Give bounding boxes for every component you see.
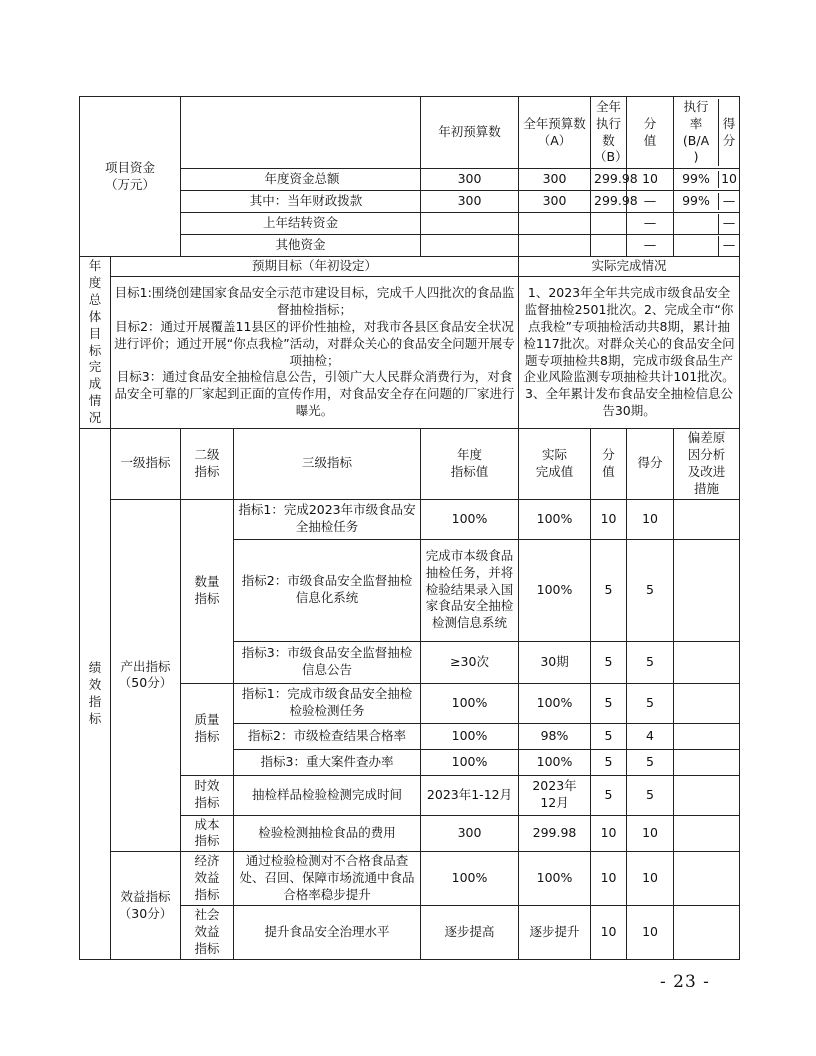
indicator-score-value: 5 bbox=[591, 539, 627, 641]
perf-header-deviation: 偏差原 因分析 及改进 措施 bbox=[674, 429, 740, 500]
funds-row-executed bbox=[591, 235, 627, 257]
output-indicator-label: 产出指标 （50分） bbox=[111, 499, 181, 852]
indicator-actual: 100% bbox=[519, 683, 591, 723]
indicator-score: 5 bbox=[627, 749, 674, 775]
indicator-name: 指标1：完成2023年市级食品安全抽检任务 bbox=[234, 499, 421, 539]
funds-row-annual: 300 bbox=[519, 191, 591, 213]
indicator-deviation bbox=[674, 815, 740, 852]
indicator-target: 2023年1-12月 bbox=[421, 775, 519, 815]
goals-side-label: 年度总体目标完成情况 bbox=[80, 257, 111, 429]
funds-header-initial: 年初预算数 bbox=[421, 97, 519, 169]
funds-row-score-value: — bbox=[627, 235, 674, 257]
funds-header-score-value: 分 值 bbox=[627, 97, 674, 169]
funds-row-annual bbox=[519, 213, 591, 235]
indicator-score: 10 bbox=[627, 852, 674, 906]
indicator-deviation bbox=[674, 906, 740, 960]
social-indicator-label: 社会 效益 指标 bbox=[181, 906, 234, 960]
funds-row-initial bbox=[421, 213, 519, 235]
indicator-score: 10 bbox=[627, 906, 674, 960]
funds-row-annual bbox=[519, 235, 591, 257]
indicator-score: 4 bbox=[627, 723, 674, 749]
indicator-actual: 100% bbox=[519, 539, 591, 641]
indicator-name: 指标2：市级检查结果合格率 bbox=[234, 723, 421, 749]
indicator-deviation bbox=[674, 683, 740, 723]
indicator-actual: 100% bbox=[519, 749, 591, 775]
funds-label: 项目资金 （万元） bbox=[80, 97, 181, 257]
goal-line: 目标1:围绕创建国家食品安全示范市建设目标，完成千人四批次的食品监督抽检指标； bbox=[114, 285, 515, 317]
indicator-score-value: 10 bbox=[591, 499, 627, 539]
indicator-target: 300 bbox=[421, 815, 519, 852]
indicator-target: 100% bbox=[421, 723, 519, 749]
perf-header-target: 年度 指标值 bbox=[421, 429, 519, 500]
indicator-target: ≥30次 bbox=[421, 641, 519, 683]
indicator-target: 100% bbox=[421, 499, 519, 539]
funds-header-blank bbox=[181, 97, 421, 169]
funds-row-name: 上年结转资金 bbox=[181, 213, 421, 235]
indicator-deviation bbox=[674, 539, 740, 641]
funds-row-executed: 299.98 bbox=[591, 191, 627, 213]
page-number: - 23 - bbox=[660, 972, 710, 992]
funds-row-rate: 99% bbox=[674, 171, 719, 188]
benefit-indicator-label: 效益指标 （30分） bbox=[111, 852, 181, 960]
perf-header-score: 得分 bbox=[627, 429, 674, 500]
indicator-deviation bbox=[674, 852, 740, 906]
funds-row-score-value: — bbox=[627, 213, 674, 235]
goal-line: 目标2：通过开展覆盖11县区的评价性抽检，对我市各县区食品安全状况进行评价；通过开展“你点我检”活动，对群众关心的食品安全问题开展专项抽检； bbox=[114, 318, 515, 368]
indicator-name: 提升食品安全治理水平 bbox=[234, 906, 421, 960]
perf-header-level1: 一级指标 bbox=[111, 429, 181, 500]
indicator-score-value: 10 bbox=[591, 852, 627, 906]
funds-row-score: — bbox=[722, 215, 736, 231]
goals-actual-header: 实际完成情况 bbox=[519, 257, 740, 277]
indicator-score: 10 bbox=[627, 499, 674, 539]
indicator-target: 100% bbox=[421, 852, 519, 906]
funds-header-rate: 执行 率 (B/A ) bbox=[674, 99, 719, 167]
indicator-name: 通过检验检测对不合格食品查处、召回、保障市场流通中食品合格率稳步提升 bbox=[234, 852, 421, 906]
indicator-score: 5 bbox=[627, 775, 674, 815]
perf-header-level2: 二级 指标 bbox=[181, 429, 234, 500]
indicator-score-value: 5 bbox=[591, 749, 627, 775]
perf-header-actual: 实际 完成值 bbox=[519, 429, 591, 500]
funds-row-name: 其他资金 bbox=[181, 235, 421, 257]
funds-header-annual: 全年预算数 （A） bbox=[519, 97, 591, 169]
indicator-score: 5 bbox=[627, 641, 674, 683]
indicator-actual: 2023年 12月 bbox=[519, 775, 591, 815]
indicator-actual: 100% bbox=[519, 499, 591, 539]
indicator-target: 逐步提高 bbox=[421, 906, 519, 960]
funds-row-score: — bbox=[722, 237, 736, 253]
funds-header-executed: 全年执行 数（B） bbox=[591, 97, 627, 169]
funds-row-executed bbox=[591, 213, 627, 235]
funds-row-initial: 300 bbox=[421, 191, 519, 213]
indicator-score-value: 10 bbox=[591, 906, 627, 960]
funds-row-initial bbox=[421, 235, 519, 257]
funds-row-name: 其中：当年财政拨款 bbox=[181, 191, 421, 213]
indicator-deviation bbox=[674, 749, 740, 775]
indicator-actual: 299.98 bbox=[519, 815, 591, 852]
indicator-actual: 30期 bbox=[519, 641, 591, 683]
indicator-deviation bbox=[674, 775, 740, 815]
funds-header-rate-score bbox=[674, 97, 740, 169]
funds-row-rate-score bbox=[674, 169, 740, 191]
goal-line: 目标3：通过食品安全抽检信息公告，引领广大人民群众消费行为，对食品安全可靠的厂家起到正面的宣传作用，对食品安全存在问题的厂家进行曝光。 bbox=[114, 369, 515, 419]
funds-row-rate-score bbox=[674, 235, 740, 257]
indicator-score-value: 5 bbox=[591, 641, 627, 683]
funds-row-rate bbox=[674, 214, 719, 234]
indicator-target: 100% bbox=[421, 683, 519, 723]
indicator-deviation bbox=[674, 499, 740, 539]
indicator-name: 检验检测抽检食品的费用 bbox=[234, 815, 421, 852]
funds-row-name: 年度资金总额 bbox=[181, 169, 421, 191]
indicator-score: 5 bbox=[627, 539, 674, 641]
indicator-actual: 100% bbox=[519, 852, 591, 906]
funds-row-initial: 300 bbox=[421, 169, 519, 191]
goals-expected-text bbox=[111, 277, 519, 429]
performance-side-label: 绩效指标 bbox=[80, 429, 111, 960]
indicator-name: 抽检样品检验检测完成时间 bbox=[234, 775, 421, 815]
goals-actual-text: 1、2023年全年共完成市级食品安全监督抽检2501批次。2、完成全市“你点我检”专项抽检活动共8期，累计抽检117批次。对群众关心的食品安全问题专项抽检共8期，完成市级食品生产企业风险监测专项抽检共计101批次。3、全年累计发布食品安全抽检信息公告30期。 bbox=[519, 277, 740, 429]
indicator-name: 指标3：市级食品安全监督抽检信息公告 bbox=[234, 641, 421, 683]
indicator-score: 5 bbox=[627, 683, 674, 723]
indicator-target: 100% bbox=[421, 749, 519, 775]
funds-row-rate-score bbox=[674, 191, 740, 213]
funds-row-score: — bbox=[722, 193, 736, 209]
indicator-target: 完成市本级食品抽检任务，并将检验结果录入国家食品安全抽检检测信息系统 bbox=[421, 539, 519, 641]
funds-row-rate: 99% bbox=[674, 193, 719, 210]
performance-evaluation-table bbox=[79, 96, 740, 960]
indicator-score: 10 bbox=[627, 815, 674, 852]
perf-header-score-value: 分 值 bbox=[591, 429, 627, 500]
perf-header-level3: 三级指标 bbox=[234, 429, 421, 500]
funds-row-rate-score bbox=[674, 213, 740, 235]
funds-row-score-value: — bbox=[627, 191, 674, 213]
goals-expected-header: 预期目标（年初设定） bbox=[111, 257, 519, 277]
cost-indicator-label: 成本 指标 bbox=[181, 815, 234, 852]
indicator-deviation bbox=[674, 641, 740, 683]
indicator-score-value: 5 bbox=[591, 683, 627, 723]
funds-row-executed: 299.98 bbox=[591, 169, 627, 191]
quality-indicator-label: 质量 指标 bbox=[181, 683, 234, 775]
funds-row-rate bbox=[674, 236, 719, 256]
quantity-indicator-label: 数量 指标 bbox=[181, 499, 234, 683]
indicator-score-value: 5 bbox=[591, 775, 627, 815]
indicator-name: 指标2：市级食品安全监督抽检信息化系统 bbox=[234, 539, 421, 641]
indicator-actual: 逐步提升 bbox=[519, 906, 591, 960]
indicator-score-value: 5 bbox=[591, 723, 627, 749]
funds-row-score: 10 bbox=[721, 171, 737, 187]
indicator-name: 指标3：重大案件查办率 bbox=[234, 749, 421, 775]
indicator-deviation bbox=[674, 723, 740, 749]
funds-row-score-value: 10 bbox=[627, 169, 674, 191]
funds-row-annual: 300 bbox=[519, 169, 591, 191]
funds-header-score: 得分 bbox=[722, 115, 736, 148]
indicator-score-value: 10 bbox=[591, 815, 627, 852]
timeliness-indicator-label: 时效 指标 bbox=[181, 775, 234, 815]
economic-indicator-label: 经济 效益 指标 bbox=[181, 852, 234, 906]
indicator-actual: 98% bbox=[519, 723, 591, 749]
indicator-name: 指标1：完成市级食品安全抽检检验检测任务 bbox=[234, 683, 421, 723]
